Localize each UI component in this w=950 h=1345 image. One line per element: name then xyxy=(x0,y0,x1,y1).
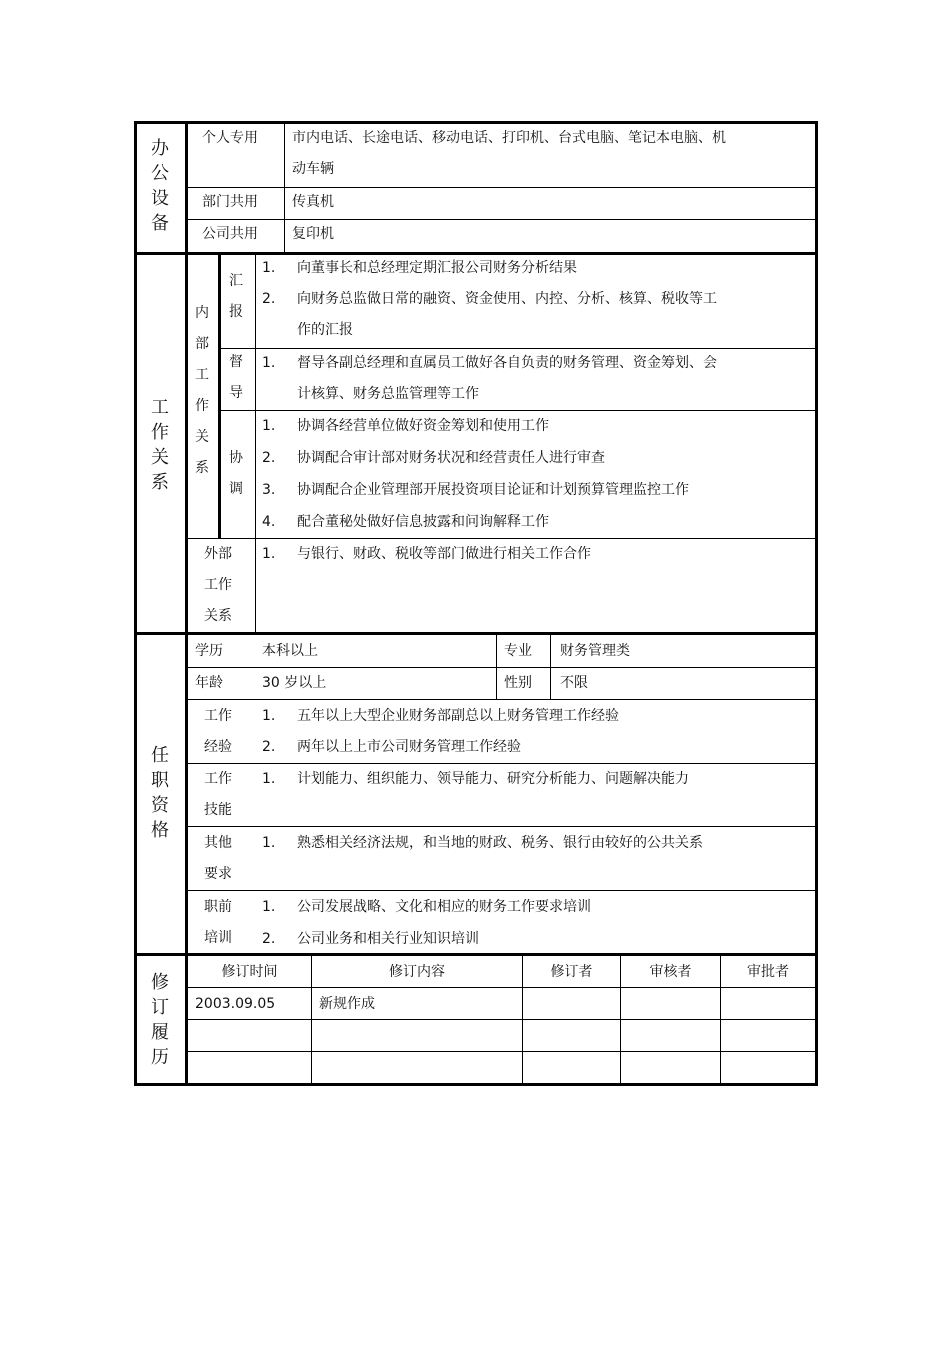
coordinate-item-3-num: 3. xyxy=(262,482,276,498)
skills-item-1-text: 计划能力、组织能力、领导能力、研究分析能力、问题解决能力 xyxy=(297,771,689,787)
section-title-work-relations: 工作关系 xyxy=(151,397,169,493)
coordinate-item-1-num: 1. xyxy=(262,418,276,434)
external-label-line2: 工作 xyxy=(204,577,232,593)
report-label: 汇报 xyxy=(229,273,243,320)
skills-label-line1: 工作 xyxy=(204,771,232,787)
row-value-company: 复印机 xyxy=(292,226,334,242)
coordinate-item-2-num: 2. xyxy=(262,450,276,466)
revision-header-date: 修订时间 xyxy=(221,964,278,980)
major-value: 财务管理类 xyxy=(560,643,630,659)
experience-item-1-text: 五年以上大型企业财务部副总以上财务管理工作经验 xyxy=(297,708,619,724)
external-item-1-text: 与银行、财政、税收等部门做进行相关工作合作 xyxy=(297,546,591,562)
gender-label: 性别 xyxy=(504,675,532,691)
coordinate-item-1-text: 协调各经营单位做好资金筹划和使用工作 xyxy=(297,418,549,434)
training-item-1-text: 公司发展战略、文化和相应的财务工作要求培训 xyxy=(297,899,591,915)
experience-item-2-num: 2. xyxy=(262,739,276,755)
coordinate-label: 协调 xyxy=(229,450,243,497)
training-label-line2: 培训 xyxy=(204,930,232,946)
training-label-line1: 职前 xyxy=(204,899,232,915)
skills-item-1-num: 1. xyxy=(262,771,276,787)
revision-row-1-content: 新规作成 xyxy=(319,996,375,1012)
other-item-1-text: 熟悉相关经济法规，和当地的财政、税务、银行由较好的公共关系 xyxy=(297,835,703,851)
report-item-2-num: 2. xyxy=(262,291,276,307)
age-value: 30 岁以上 xyxy=(262,675,327,691)
gender-value: 不限 xyxy=(560,675,588,691)
external-label-line3: 关系 xyxy=(204,608,232,624)
training-item-2-num: 2. xyxy=(262,931,276,947)
report-item-2-text-cont: 作的汇报 xyxy=(297,322,353,338)
training-item-2-text: 公司业务和相关行业知识培训 xyxy=(297,931,479,947)
row-value-personal-line1: 市内电话、长途电话、移动电话、打印机、台式电脑、笔记本电脑、机 xyxy=(292,130,726,146)
row-value-department: 传真机 xyxy=(292,194,334,210)
coordinate-item-2-text: 协调配合审计部对财务状况和经营责任人进行审查 xyxy=(297,450,605,466)
report-item-1-num: 1. xyxy=(262,260,276,276)
report-item-1-text: 向董事长和总经理定期汇报公司财务分析结果 xyxy=(297,260,577,276)
coordinate-item-4-text: 配合董秘处做好信息披露和问询解释工作 xyxy=(297,514,549,530)
revision-header-content: 修订内容 xyxy=(389,964,445,980)
age-label: 年龄 xyxy=(195,675,223,691)
other-label-line2: 要求 xyxy=(204,866,232,882)
education-label: 学历 xyxy=(195,643,223,659)
experience-label-line2: 经验 xyxy=(204,739,232,755)
coordinate-item-3-text: 协调配合企业管理部开展投资项目论证和计划预算管理监控工作 xyxy=(297,482,689,498)
skills-label-line2: 技能 xyxy=(204,802,232,818)
training-item-1-num: 1. xyxy=(262,899,276,915)
row-label-department: 部门共用 xyxy=(202,194,258,210)
supervise-item-1-text-cont: 计核算、财务总监管理等工作 xyxy=(297,386,479,402)
revision-header-reviewer: 审核者 xyxy=(649,964,692,980)
education-value: 本科以上 xyxy=(262,643,318,659)
row-value-personal-line2: 动车辆 xyxy=(292,161,334,177)
major-label: 专业 xyxy=(504,643,532,659)
external-item-1-num: 1. xyxy=(262,546,276,562)
section-title-revision-history: 修订履历 xyxy=(151,972,169,1068)
experience-item-2-text: 两年以上上市公司财务管理工作经验 xyxy=(297,739,521,755)
row-label-company: 公司共用 xyxy=(202,226,258,242)
experience-item-1-num: 1. xyxy=(262,708,276,724)
section-title-qualifications: 任职资格 xyxy=(151,745,169,841)
revision-header-reviser: 修订者 xyxy=(550,964,593,980)
report-item-2-text: 向财务总监做日常的融资、资金使用、内控、分析、核算、税收等工 xyxy=(297,291,717,307)
other-label-line1: 其他 xyxy=(204,835,232,851)
experience-label-line1: 工作 xyxy=(204,708,232,724)
coordinate-item-4-num: 4. xyxy=(262,514,276,530)
internal-relations-label: 内部工作关系 xyxy=(195,305,209,476)
revision-header-approver: 审批者 xyxy=(747,964,789,980)
revision-row-1-date: 2003.09.05 xyxy=(195,996,276,1012)
external-label-line1: 外部 xyxy=(204,546,232,562)
supervise-item-1-num: 1. xyxy=(262,355,276,371)
other-item-1-num: 1. xyxy=(262,835,276,851)
supervise-label: 督导 xyxy=(229,354,243,401)
section-title-office-equipment: 办公设备 xyxy=(151,138,169,234)
row-label-personal: 个人专用 xyxy=(202,130,258,146)
supervise-item-1-text: 督导各副总经理和直属员工做好各自负责的财务管理、资金筹划、会 xyxy=(297,355,717,371)
